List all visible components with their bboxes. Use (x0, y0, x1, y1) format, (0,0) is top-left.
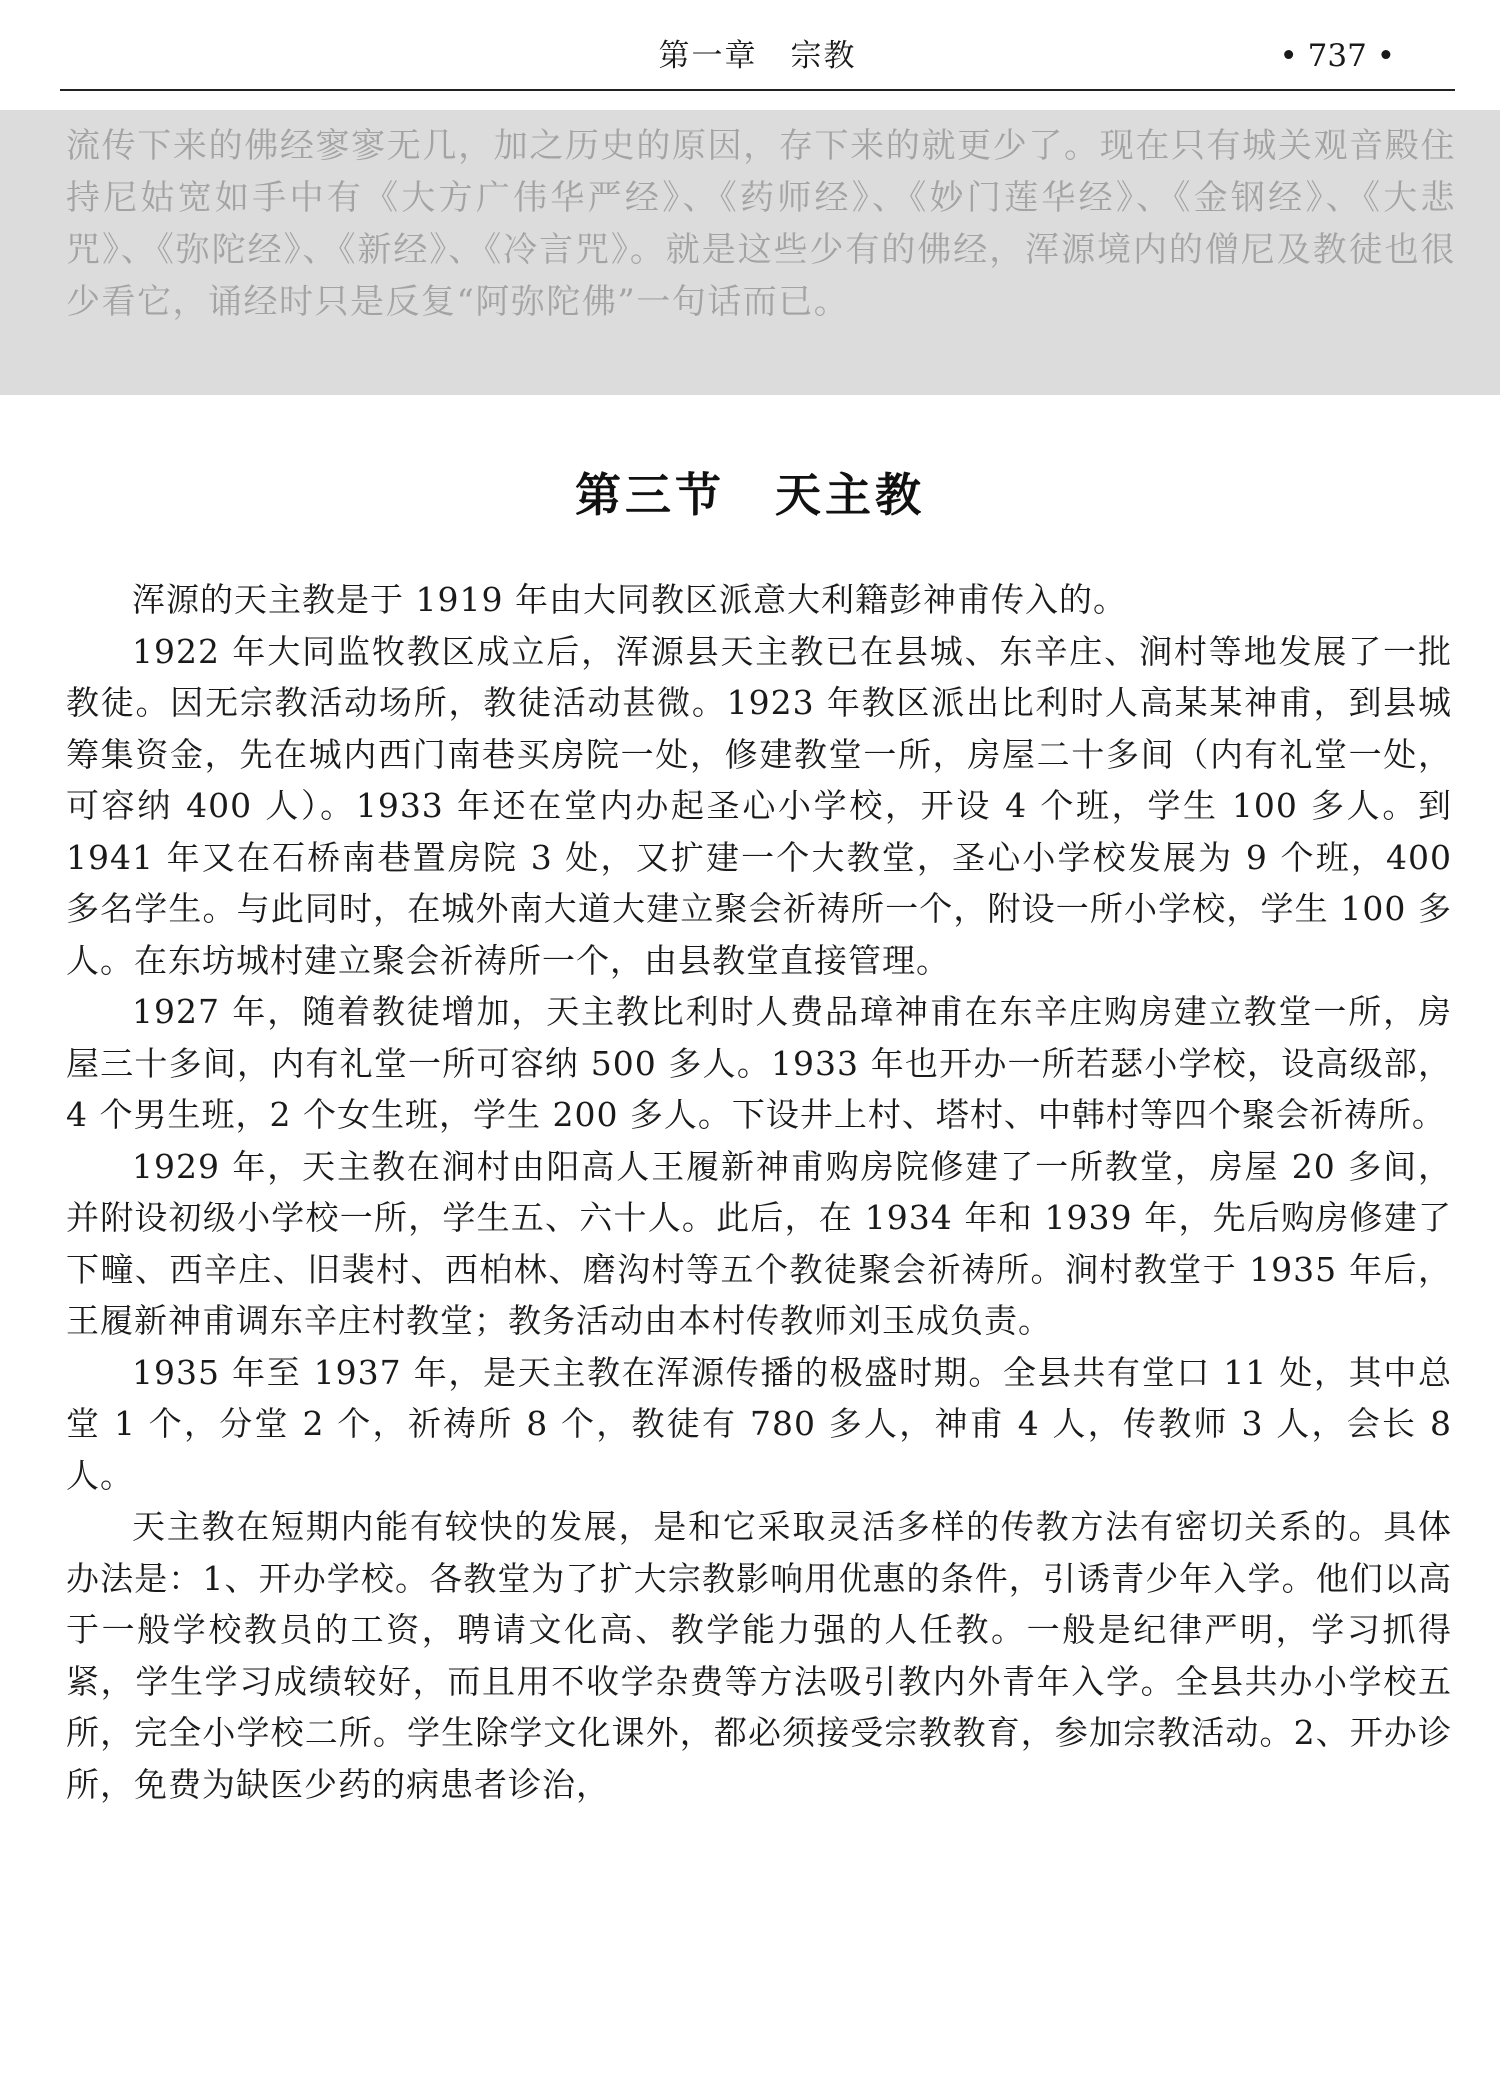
paragraph: 浑源的天主教是于 1919 年由大同教区派意大利籍彭神甫传入的。 (132, 580, 1127, 619)
section-title: 第三节 天主教 (575, 468, 925, 522)
faded-passage: 流传下来的佛经寥寥无几，加之历史的原因，存下来的就更少了。现在只有城关观音殿住持尼姑宽如手中有《大方广伟华严经》、《药师经》、《妙门莲华经》、《金钢经》、《大悲咒》、《弥陀经》、《新经》、《冷言咒》。就是这些少有的佛经，浑源境内的僧尼及教徒也很少看它，诵经时只是反复“阿弥陀佛”一句话而已。 (66, 126, 1456, 322)
page-header (60, 34, 1455, 86)
paragraph: 1922 年大同监牧教区成立后，浑源县天主教已在县城、东辛庄、涧村等地发展了一批教徒。因无宗教活动场所，教徒活动甚微。1923 年教区派出比利时人高某某神甫，到县城筹集资金，先在城内西门南巷买房院一处，修建教堂一所，房屋二十多间（内有礼堂一处，可容纳 400 人）。1933 年还在堂内办起圣心小学校，开设 4 个班，学生 100 多人。到 1941 年又在石桥南巷置房院 3 处，又扩建一个大教堂，圣心小学校发展为 9 个班，400 多名学生。与此同时，在城外南大道大建立聚会祈祷所一个，附设一所小学校，学生 100 多人。在东坊城村建立聚会祈祷所一个，由县教堂直接管理。 (66, 631, 1452, 980)
header-rule (60, 89, 1455, 91)
paragraph: 1929 年，天主教在涧村由阳高人王履新神甫购房院修建了一所教堂，房屋 20 多间，并附设初级小学校一所，学生五、六十人。此后，在 1934 年和 1939 年，先后购房修建了下疃、西辛庄、旧裴村、西柏林、磨沟村等五个教徒聚会祈祷所。涧村教堂于 1935 年后，王履新神甫调东辛庄村教堂；教务活动由本村传教师刘玉成负责。 (66, 1146, 1452, 1340)
page-number: • 737 • (1279, 38, 1395, 74)
running-title: 第一章 宗教 (658, 38, 857, 74)
body-text (66, 574, 1452, 1810)
paragraph: 1935 年至 1937 年，是天主教在浑源传播的极盛时期。全县共有堂口 11 处，其中总堂 1 个，分堂 2 个，祈祷所 8 个，教徒有 780 多人，神甫 4 人，传教师 3 人，会长 8 人。 (66, 1352, 1452, 1495)
paragraph: 1927 年，随着教徒增加，天主教比利时人费品璋神甫在东辛庄购房建立教堂一所，房屋三十多间，内有礼堂一所可容纳 500 多人。1933 年也开办一所若瑟小学校，设高级部，4 个男生班，2 个女生班，学生 200 多人。下设井上村、塔村、中韩村等四个聚会祈祷所。 (66, 992, 1452, 1134)
paragraph: 天主教在短期内能有较快的发展，是和它采取灵活多样的传教方法有密切关系的。具体办法是：1、开办学校。各教堂为了扩大宗教影响用优惠的条件，引诱青少年入学。他们以高于一般学校教员的工资，聘请文化高、教学能力强的人任教。一般是纪律严明，学习抓得紧，学生学习成绩较好，而且用不收学杂费等方法吸引教内外青年入学。全县共办小学校五所，完全小学校二所。学生除学文化课外，都必须接受宗教教育，参加宗教活动。2、开办诊所，免费为缺医少药的病患者诊治， (66, 1507, 1452, 1804)
